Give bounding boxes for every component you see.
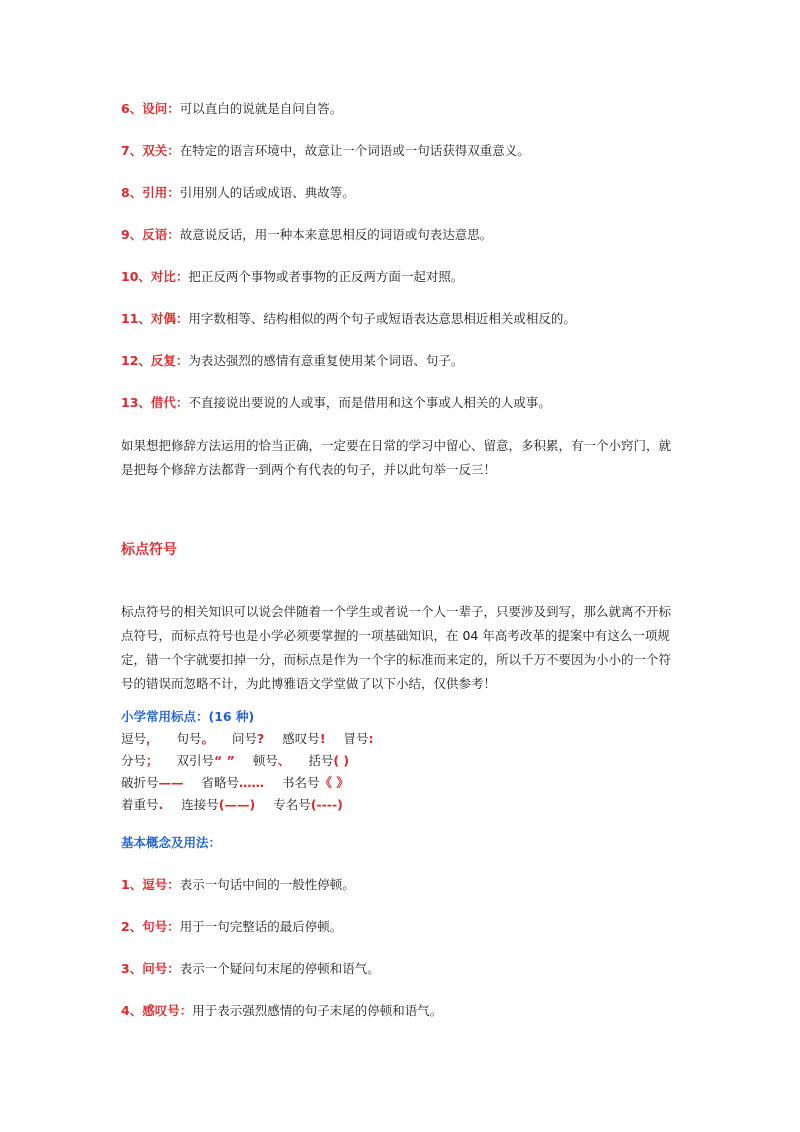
rhetoric-item-6: [121, 100, 342, 118]
item-text: 为表达强烈的感情有意重复使用某个词语、句子。: [188, 353, 464, 368]
intro-line-2: 点符号，而标点符号也是小学必须要掌握的一项基础知识，在 04 年高考改革的提案中有这么一项规: [121, 628, 670, 643]
marks-row-4: [121, 796, 343, 814]
marks-row-1: [121, 730, 374, 748]
item-label: 7、双关：: [121, 143, 180, 158]
intro-paragraph: [121, 600, 687, 696]
mark-symbol: .: [158, 797, 164, 812]
mark-symbol: ——: [158, 775, 184, 790]
mark-symbol: (——): [218, 797, 256, 812]
mark-symbol: !: [319, 731, 326, 746]
mark-name: 括号: [308, 753, 334, 768]
advice-line-1: 如果想把修辞方法运用的恰当正确，一定要在日常的学习中留心、留意，多积累，有一个小窍门，就: [121, 438, 672, 453]
mark-symbol: ……: [239, 775, 265, 790]
item-text: 可以直白的说就是自问自答。: [179, 101, 343, 116]
mark-symbol: ，: [146, 731, 159, 746]
item-label: 12、反复：: [121, 353, 189, 368]
item-label: 3、问号：: [121, 961, 180, 976]
item-text: 把正反两个事物或者事物的正反两方面一起对照。: [188, 269, 464, 284]
mark-name: 顿号: [252, 753, 278, 768]
mark-name: 分号: [121, 753, 147, 768]
rhetoric-item-13: [121, 394, 551, 412]
mark-symbol: ( ): [333, 753, 350, 768]
usage-item-4: [121, 1002, 442, 1020]
item-label: 13、借代：: [121, 395, 189, 410]
usage-item-2: [121, 918, 342, 936]
usage-item-3: [121, 960, 380, 978]
item-text: 在特定的语言环境中，故意让一个词语或一句话获得双重意义。: [179, 143, 530, 158]
advice-paragraph: [121, 434, 687, 482]
mark-name: 省略号: [201, 775, 240, 790]
mark-name: 句号: [176, 731, 202, 746]
item-text: 用于表示强烈感情的句子末尾的停顿和语气。: [192, 1003, 443, 1018]
mark-symbol: “ ”: [214, 753, 235, 768]
mark-name: 破折号: [121, 775, 159, 790]
usage-item-1: [121, 876, 355, 894]
item-label: 1、逗号：: [121, 877, 180, 892]
rhetoric-item-9: [121, 226, 492, 244]
mark-name: 冒号: [343, 731, 369, 746]
item-text: 引用别人的话或成语、典故等。: [179, 185, 355, 200]
mark-name: 专名号: [273, 797, 311, 812]
rhetoric-item-12: [121, 352, 463, 370]
mark-name: 连接号: [181, 797, 219, 812]
marks-row-2: [121, 752, 349, 770]
item-label: 10、对比：: [121, 269, 189, 284]
advice-line-2: 是把每个修辞方法都背一到两个有代表的句子，并以此句举一反三！: [121, 462, 497, 477]
section-title: 标点符号: [121, 542, 177, 558]
item-label: 6、设问：: [121, 101, 180, 116]
intro-line-4: 号的错误而忽略不计，为此博雅语文学堂做了以下小结，仅供参考！: [121, 676, 497, 691]
item-label: 8、引用：: [121, 185, 180, 200]
common-marks-heading: 小学常用标点：(16 种): [121, 709, 255, 724]
mark-name: 问号: [232, 731, 258, 746]
mark-name: 逗号: [121, 731, 147, 746]
item-label: 9、反语：: [121, 227, 180, 242]
mark-symbol: ?: [257, 731, 265, 746]
rhetoric-item-7: [121, 142, 530, 160]
mark-symbol: 。: [201, 731, 215, 746]
item-label: 4、感叹号：: [121, 1003, 193, 1018]
item-text: 表示一句话中间的一般性停顿。: [179, 877, 355, 892]
mark-symbol: 《 》: [319, 775, 349, 790]
item-label: 2、句号：: [121, 919, 180, 934]
rhetoric-item-11: [121, 310, 576, 328]
mark-name: 着重号: [121, 797, 159, 812]
mark-symbol: (----): [310, 797, 343, 812]
rhetoric-item-10: [121, 268, 463, 286]
item-text: 用于一句完整话的最后停顿。: [179, 919, 343, 934]
item-label: 11、对偶：: [121, 311, 189, 326]
intro-line-1: 标点符号的相关知识可以说会伴随着一个学生或者说一个人一辈子，只要涉及到写，那么就离不开标: [121, 604, 672, 619]
mark-name: 书名号: [282, 775, 320, 790]
item-text: 用字数相等、结构相似的两个句子或短语表达意思相近相关或相反的。: [188, 311, 576, 326]
mark-name: 双引号: [176, 753, 215, 768]
item-text: 表示一个疑问句末尾的停顿和语气。: [179, 961, 380, 976]
usage-heading: 基本概念及用法：: [121, 835, 222, 850]
item-text: 故意说反话，用一种本来意思相反的词语或句表达意思。: [179, 227, 493, 242]
mark-symbol: :: [368, 731, 374, 746]
rhetoric-item-8: [121, 184, 355, 202]
marks-row-3: [121, 774, 349, 792]
intro-line-3: 定，错一个字就要扣掉一分，而标点是作为一个字的标准而来定的，所以千万不要因为小小的一个符: [121, 652, 672, 667]
item-text: 不直接说出要说的人或事，而是借用和这个事或人相关的人或事。: [188, 395, 551, 410]
mark-symbol: 、: [277, 753, 291, 768]
mark-name: 感叹号: [282, 731, 320, 746]
mark-symbol: ；: [146, 753, 159, 768]
